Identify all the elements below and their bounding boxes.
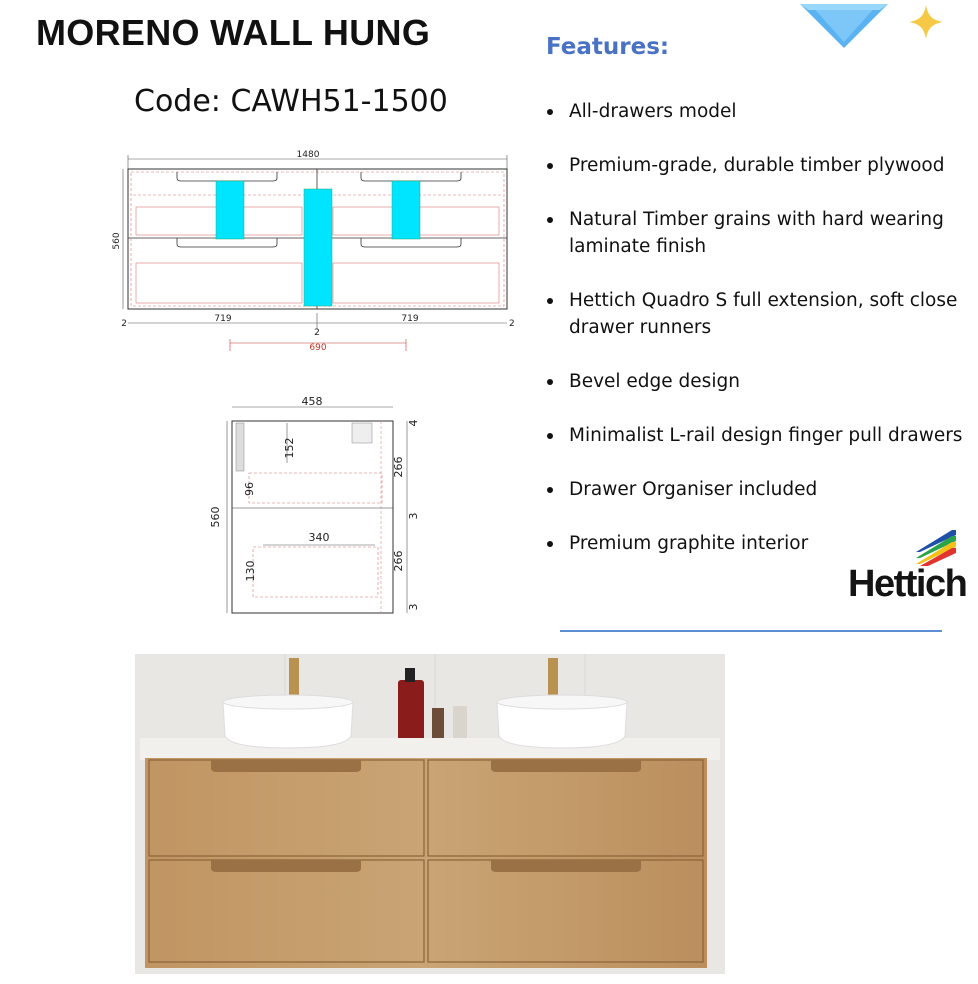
- feature-item: All-drawers model: [546, 98, 966, 125]
- feature-item: Natural Timber grains with hard wearing laminate finish: [546, 206, 966, 260]
- feature-item: Hettich Quadro S full extension, soft close drawer runners: [546, 287, 966, 341]
- feature-item: Premium graphite interior: [546, 530, 966, 557]
- dim-side-height: 560: [209, 506, 222, 528]
- features-list: [546, 98, 966, 584]
- sparkle-icon: [908, 4, 944, 40]
- product-title: MORENO WALL HUNG: [36, 12, 431, 53]
- dim-lower-inner-height: 130: [244, 560, 257, 582]
- product-code: Code: CAWH51-1500: [134, 84, 448, 119]
- side-section-drawing: [205, 393, 430, 618]
- diamond-icon: [800, 2, 890, 52]
- dim-lower-drawer: 266: [392, 550, 405, 572]
- dim-height: 560: [112, 232, 122, 250]
- dim-lower-inner-width: 340: [308, 531, 330, 544]
- dim-organiser-height: 96: [243, 482, 256, 496]
- dim-right-width: 719: [401, 314, 419, 324]
- vanity-product-photo: [135, 654, 725, 974]
- feature-item: Premium-grade, durable timber plywood: [546, 152, 966, 179]
- section-divider: [560, 630, 942, 632]
- dim-center-gap: 2: [314, 328, 320, 338]
- dim-depth: 458: [301, 395, 323, 408]
- dim-width-total: 1480: [296, 150, 320, 160]
- dim-right-margin: 2: [509, 319, 515, 329]
- dim-bottom-gap: 3: [407, 603, 420, 611]
- feature-item: Minimalist L-rail design finger pull drawers: [546, 422, 966, 449]
- front-elevation-drawing: [105, 145, 525, 360]
- features-heading: Features:: [546, 34, 670, 60]
- dim-inner-top: 152: [283, 437, 296, 459]
- dim-left-width: 719: [214, 314, 232, 324]
- dim-left-margin: 2: [121, 319, 127, 329]
- dim-mid-gap: 3: [407, 512, 420, 520]
- dim-top-gap: 4: [407, 419, 420, 427]
- hettich-logo-text: Hettich: [848, 563, 967, 605]
- feature-item: Drawer Organiser included: [546, 476, 966, 503]
- dim-upper-drawer: 266: [392, 456, 405, 478]
- dim-basin-span: 690: [309, 343, 327, 353]
- feature-item: Bevel edge design: [546, 368, 966, 395]
- hettich-stripes-icon: [916, 530, 956, 566]
